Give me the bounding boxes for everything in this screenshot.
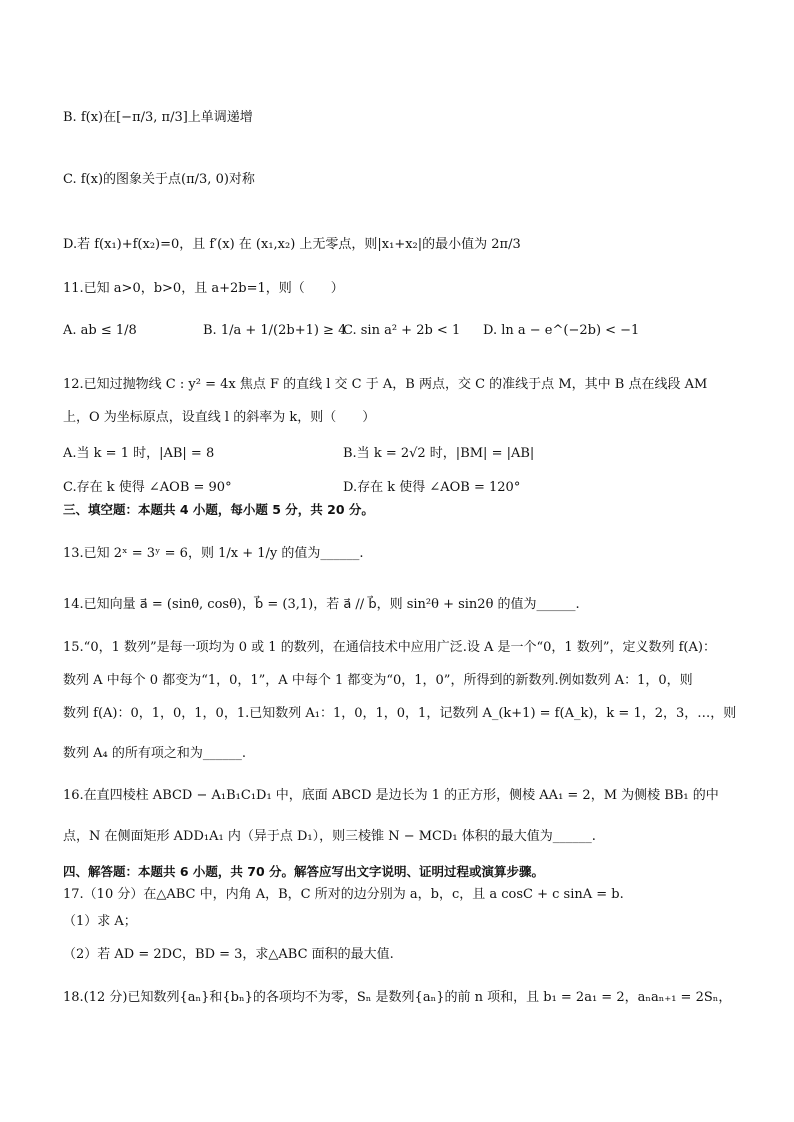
q11-option-b: B. 1/a + 1/(2b+1) ≥ 4 [203,323,347,338]
question-17: 17.（10 分）在△ABC 中，内角 A，B，C 所对的边分别为 a，b，c，且 a cosC + c sinA = b. [63,887,624,902]
question-15-line-3: 数列 f(A)：0，1，0，1，0，1.已知数列 A₁：1，0，1，0，1，记数列 A_(k+1) = f(A_k)，k = 1，2，3，…，则 [63,706,737,721]
option-c: C. f(x)的图象关于点(π/3, 0)对称 [63,172,255,187]
question-11: 11.已知 a>0，b>0，且 a+2b=1，则（ ） [63,281,344,296]
question-15-line-2: 数列 A 中每个 0 都变为“1，0，1”，A 中每个 1 都变为“0，1，0”，所得到的新数列.例如数列 A：1，0，则 [63,673,693,688]
question-12-line-2: 上，O 为坐标原点，设直线 l 的斜率为 k，则（ ） [63,410,376,425]
question-15-line-1: 15.“0，1 数列”是每一项均为 0 或 1 的数列，在通信技术中应用广泛.设 A 是一个“0，1 数列”，定义数列 f(A)： [63,640,716,655]
q11-option-d: D. ln a − e^(−2b) < −1 [483,323,640,338]
question-14: 14.已知向量 a⃗ = (sinθ, cosθ)，b⃗ = (3,1)，若 a⃗ // b⃗，则 sin²θ + sin2θ 的值为______. [63,597,580,612]
section-4-heading: 四、解答题：本题共 6 小题，共 70 分。解答应写出文字说明、证明过程或演算步骤。 [63,864,545,879]
question-15-line-4: 数列 A₄ 的所有项之和为______. [63,746,246,761]
q11-option-a: A. ab ≤ 1/8 [63,323,137,338]
question-12-line-1: 12.已知过抛物线 C : y² = 4x 焦点 F 的直线 l 交 C 于 A，B 两点，交 C 的准线于点 M，其中 B 点在线段 AM [63,377,708,392]
question-17-part-1: （1）求 A； [63,914,137,929]
q12-option-a: A.当 k = 1 时，|AB| = 8 [63,446,215,461]
section-3-heading: 三、填空题：本题共 4 小题，每小题 5 分，共 20 分。 [63,502,374,517]
q12-option-b: B.当 k = 2√2 时，|BM| = |AB| [343,446,535,461]
question-16-line-1: 16.在直四棱柱 ABCD − A₁B₁C₁D₁ 中，底面 ABCD 是边长为 1 的正方形，侧棱 AA₁ = 2，M 为侧棱 BB₁ 的中 [63,788,719,803]
q11-option-c: C. sin a² + 2b < 1 [343,323,461,338]
question-16-line-2: 点，N 在侧面矩形 ADD₁A₁ 内（异于点 D₁），则三棱锥 N − MCD₁ 体积的最大值为______. [63,829,596,844]
question-17-part-2: （2）若 AD = 2DC，BD = 3，求△ABC 面积的最大值. [63,947,394,962]
option-d: D.若 f(x₁)+f(x₂)=0，且 f′(x) 在 (x₁,x₂) 上无零点，则|x₁+x₂|的最小值为 2π/3 [63,237,521,252]
option-b: B. f(x)在[−π/3, π/3]上单调递增 [63,110,253,125]
question-18: 18.(12 分)已知数列{aₙ}和{bₙ}的各项均不为零，Sₙ 是数列{aₙ}的前 n 项和，且 b₁ = 2a₁ = 2，aₙaₙ₊₁ = 2Sₙ， [63,990,732,1005]
q12-option-c: C.存在 k 使得 ∠AOB = 90° [63,480,232,495]
question-13: 13.已知 2ˣ = 3ʸ = 6，则 1/x + 1/y 的值为______. [63,546,364,561]
q12-option-d: D.存在 k 使得 ∠AOB = 120° [343,480,521,495]
